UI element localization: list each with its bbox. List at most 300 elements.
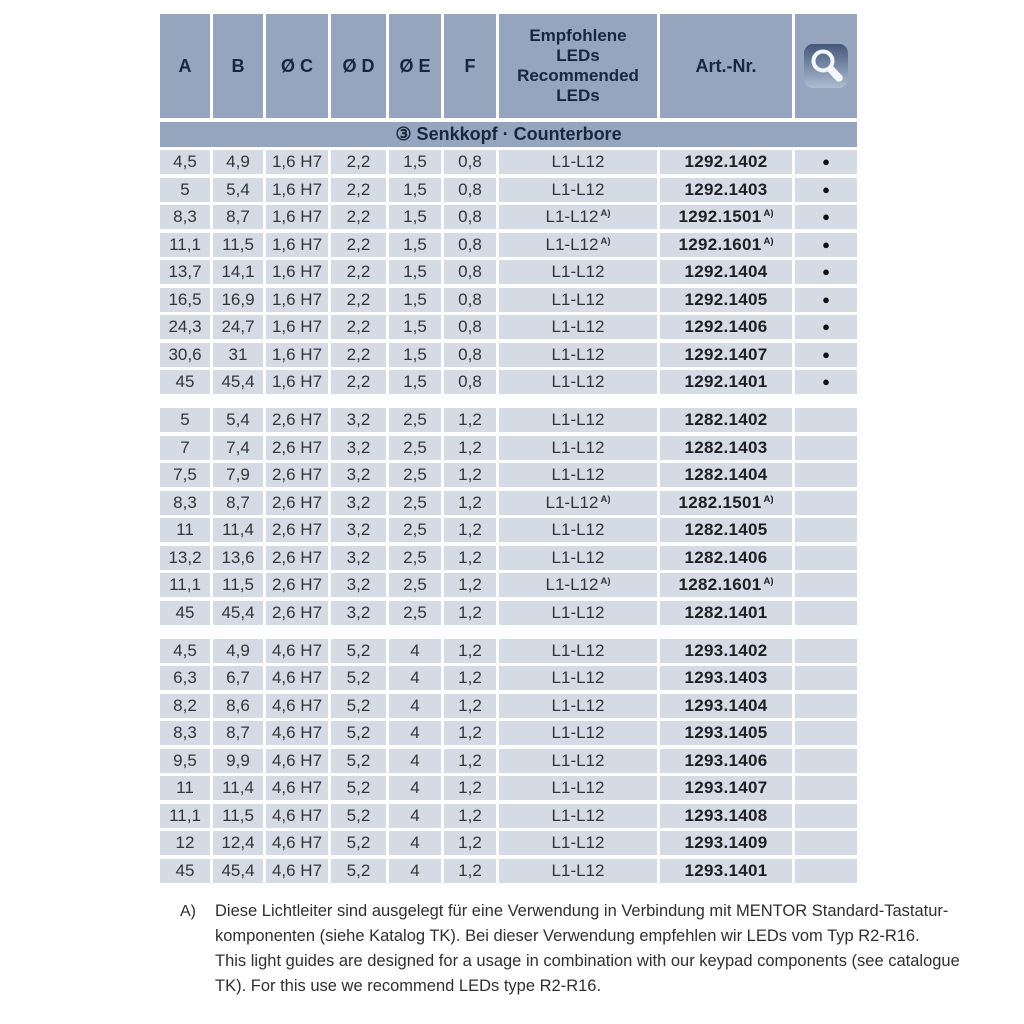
cell-b: 7,9 bbox=[213, 463, 263, 487]
cell-leds bbox=[499, 205, 657, 229]
cell-od: 5,2 bbox=[331, 859, 386, 883]
cell-oc: 4,6 H7 bbox=[266, 804, 328, 828]
cell-oe: 2,5 bbox=[389, 463, 441, 487]
section-header bbox=[160, 122, 857, 147]
cell-b: 16,9 bbox=[213, 288, 263, 312]
cell-oe: 4 bbox=[389, 694, 441, 718]
cell-od: 2,2 bbox=[331, 288, 386, 312]
cell-leds bbox=[499, 859, 657, 883]
art-nr-value: 1282.1403 bbox=[684, 437, 768, 457]
art-nr-value: 1292.1406 bbox=[684, 317, 768, 336]
cell-od: 5,2 bbox=[331, 749, 386, 773]
table-row bbox=[160, 491, 857, 515]
cell-a: 13,2 bbox=[160, 546, 210, 570]
cell-art-nr bbox=[660, 859, 792, 883]
cell-art-nr bbox=[660, 315, 792, 339]
cell-f: 1,2 bbox=[444, 463, 496, 487]
cell-od: 2,2 bbox=[331, 150, 386, 174]
cell-oc: 2,6 H7 bbox=[266, 573, 328, 597]
cell-leds bbox=[499, 601, 657, 625]
cell-availability-dot bbox=[795, 721, 857, 745]
cell-f: 0,8 bbox=[444, 205, 496, 229]
cell-art-nr bbox=[660, 491, 792, 515]
cell-oe: 1,5 bbox=[389, 150, 441, 174]
cell-f: 1,2 bbox=[444, 518, 496, 542]
cell-od: 2,2 bbox=[331, 315, 386, 339]
art-nr-value: 1293.1404 bbox=[684, 695, 768, 715]
art-nr-value: 1292.1405 bbox=[684, 289, 768, 309]
art-nr-value: 1282.1402 bbox=[684, 410, 768, 429]
cell-oc: 2,6 H7 bbox=[266, 491, 328, 515]
cell-od: 3,2 bbox=[331, 491, 386, 515]
leds-value: L1-L12 bbox=[551, 152, 605, 171]
leds-value: L1-L12 bbox=[551, 695, 605, 715]
cell-availability-dot bbox=[795, 518, 857, 542]
cell-availability-dot bbox=[795, 831, 857, 855]
cell-a: 4,5 bbox=[160, 150, 210, 174]
cell-availability-dot bbox=[795, 804, 857, 828]
cell-oc: 2,6 H7 bbox=[266, 546, 328, 570]
footnote-ref-icon: A) bbox=[600, 208, 611, 219]
cell-leds bbox=[499, 639, 657, 663]
table-row bbox=[160, 601, 857, 625]
cell-a: 11,1 bbox=[160, 804, 210, 828]
cell-availability-dot bbox=[795, 546, 857, 570]
cell-oe: 1,5 bbox=[389, 178, 441, 202]
table-row bbox=[160, 518, 857, 542]
cell-availability-dot bbox=[795, 639, 857, 663]
cell-oc: 2,6 H7 bbox=[266, 436, 328, 460]
cell-b: 11,4 bbox=[213, 776, 263, 800]
cell-oc: 1,6 H7 bbox=[266, 370, 328, 394]
table-row bbox=[160, 831, 857, 855]
led-header-line: LEDs bbox=[556, 86, 600, 105]
cell-b: 9,9 bbox=[213, 749, 263, 773]
cell-oe: 4 bbox=[389, 749, 441, 773]
cell-art-nr bbox=[660, 343, 792, 367]
cell-art-nr bbox=[660, 601, 792, 625]
cell-f: 1,2 bbox=[444, 666, 496, 690]
cell-f: 1,2 bbox=[444, 408, 496, 432]
cell-a: 6,3 bbox=[160, 666, 210, 690]
leds-value: L1-L12 bbox=[551, 410, 605, 429]
cell-oe: 4 bbox=[389, 721, 441, 745]
table-row bbox=[160, 749, 857, 773]
cell-leds bbox=[499, 518, 657, 542]
art-nr-value: 1292.1601 bbox=[678, 234, 762, 254]
table-row bbox=[160, 463, 857, 487]
cell-art-nr bbox=[660, 639, 792, 663]
cell-b: 12,4 bbox=[213, 831, 263, 855]
cell-f: 1,2 bbox=[444, 694, 496, 718]
cell-availability-dot bbox=[795, 666, 857, 690]
table-row bbox=[160, 666, 857, 690]
leds-value: L1-L12 bbox=[551, 668, 605, 687]
cell-availability-dot: ● bbox=[795, 150, 857, 174]
footnote-ref-icon: A) bbox=[763, 235, 774, 247]
footnote-ref-icon: A) bbox=[763, 576, 774, 587]
table-row bbox=[160, 233, 857, 257]
cell-a: 16,5 bbox=[160, 288, 210, 312]
cell-art-nr bbox=[660, 666, 792, 690]
cell-oc: 1,6 H7 bbox=[266, 343, 328, 367]
cell-art-nr bbox=[660, 518, 792, 542]
led-header-line: LEDs bbox=[556, 46, 600, 65]
leds-value: L1-L12 bbox=[551, 860, 605, 880]
cell-availability-dot: ● bbox=[795, 233, 857, 257]
cell-art-nr bbox=[660, 776, 792, 800]
cell-f: 1,2 bbox=[444, 831, 496, 855]
table-row bbox=[160, 573, 857, 597]
table-row bbox=[160, 694, 857, 718]
art-nr-value: 1293.1407 bbox=[684, 778, 768, 797]
cell-leds bbox=[499, 233, 657, 257]
leds-value: L1-L12 bbox=[551, 179, 605, 199]
row-group-1 bbox=[160, 150, 857, 394]
cell-f: 0,8 bbox=[444, 260, 496, 284]
art-nr-value: 1292.1404 bbox=[684, 262, 768, 281]
cell-a: 8,3 bbox=[160, 491, 210, 515]
cell-oe: 1,5 bbox=[389, 315, 441, 339]
cell-od: 2,2 bbox=[331, 233, 386, 257]
leds-value: L1-L12 bbox=[551, 805, 605, 825]
cell-oe: 2,5 bbox=[389, 408, 441, 432]
table-row bbox=[160, 150, 857, 174]
cell-art-nr bbox=[660, 436, 792, 460]
row-group-3 bbox=[160, 639, 857, 883]
cell-art-nr bbox=[660, 573, 792, 597]
footnote-marker: A) bbox=[180, 902, 196, 920]
cell-a: 24,3 bbox=[160, 315, 210, 339]
column-header-leds bbox=[499, 14, 657, 118]
cell-oe: 1,5 bbox=[389, 288, 441, 312]
cell-od: 2,2 bbox=[331, 260, 386, 284]
cell-availability-dot: ● bbox=[795, 178, 857, 202]
cell-f: 1,2 bbox=[444, 436, 496, 460]
cell-f: 0,8 bbox=[444, 288, 496, 312]
column-header-zoom bbox=[795, 14, 857, 118]
cell-f: 0,8 bbox=[444, 343, 496, 367]
art-nr-value: 1293.1408 bbox=[684, 805, 768, 825]
cell-f: 1,2 bbox=[444, 749, 496, 773]
cell-availability-dot: ● bbox=[795, 315, 857, 339]
leds-value: L1-L12 bbox=[551, 778, 605, 797]
art-nr-value: 1293.1409 bbox=[684, 833, 768, 852]
cell-oc: 2,6 H7 bbox=[266, 601, 328, 625]
cell-od: 3,2 bbox=[331, 601, 386, 625]
art-nr-value: 1282.1405 bbox=[684, 520, 768, 539]
cell-od: 2,2 bbox=[331, 178, 386, 202]
art-nr-value: 1292.1402 bbox=[684, 152, 768, 171]
leds-value: L1-L12 bbox=[545, 234, 599, 254]
cell-leds bbox=[499, 749, 657, 773]
leds-value: L1-L12 bbox=[551, 833, 605, 852]
magnifier-button[interactable] bbox=[803, 43, 849, 89]
cell-od: 5,2 bbox=[331, 639, 386, 663]
cell-oe: 4 bbox=[389, 804, 441, 828]
table-row bbox=[160, 639, 857, 663]
cell-od: 3,2 bbox=[331, 436, 386, 460]
cell-oe: 4 bbox=[389, 666, 441, 690]
cell-od: 5,2 bbox=[331, 694, 386, 718]
section-title: ③ Senkkopf · Counterbore bbox=[395, 124, 622, 144]
cell-oc: 1,6 H7 bbox=[266, 150, 328, 174]
footnote-ref-icon: A) bbox=[600, 235, 611, 247]
cell-a: 5 bbox=[160, 408, 210, 432]
cell-f: 0,8 bbox=[444, 370, 496, 394]
cell-oe: 2,5 bbox=[389, 436, 441, 460]
cell-a: 12 bbox=[160, 831, 210, 855]
cell-leds bbox=[499, 776, 657, 800]
cell-a: 7 bbox=[160, 436, 210, 460]
cell-f: 1,2 bbox=[444, 639, 496, 663]
cell-f: 1,2 bbox=[444, 804, 496, 828]
table-row bbox=[160, 859, 857, 883]
cell-od: 2,2 bbox=[331, 370, 386, 394]
cell-b: 45,4 bbox=[213, 370, 263, 394]
cell-oc: 2,6 H7 bbox=[266, 518, 328, 542]
art-nr-value: 1293.1405 bbox=[684, 723, 768, 742]
footnote-line-de-2: komponenten (siehe Katalog TK). Bei dieser Verwendung empfehlen wir LEDs vom Typ R2-R16. bbox=[215, 926, 920, 945]
cell-oe: 4 bbox=[389, 776, 441, 800]
cell-b: 31 bbox=[213, 343, 263, 367]
cell-art-nr bbox=[660, 694, 792, 718]
footnote bbox=[180, 899, 1024, 999]
footnote-ref-icon: A) bbox=[600, 576, 611, 587]
cell-oe: 1,5 bbox=[389, 370, 441, 394]
cell-oc: 4,6 H7 bbox=[266, 694, 328, 718]
cell-leds bbox=[499, 463, 657, 487]
cell-a: 45 bbox=[160, 859, 210, 883]
cell-a: 13,7 bbox=[160, 260, 210, 284]
cell-od: 3,2 bbox=[331, 408, 386, 432]
cell-oe: 2,5 bbox=[389, 491, 441, 515]
dimension-table bbox=[160, 14, 857, 883]
cell-oc: 1,6 H7 bbox=[266, 288, 328, 312]
cell-f: 0,8 bbox=[444, 178, 496, 202]
table-row bbox=[160, 721, 857, 745]
cell-availability-dot: ● bbox=[795, 288, 857, 312]
cell-a: 8,2 bbox=[160, 694, 210, 718]
cell-art-nr bbox=[660, 150, 792, 174]
column-header-b: B bbox=[213, 14, 263, 118]
cell-a: 45 bbox=[160, 370, 210, 394]
cell-oe: 2,5 bbox=[389, 518, 441, 542]
cell-od: 3,2 bbox=[331, 518, 386, 542]
leds-value: L1-L12 bbox=[551, 602, 605, 622]
cell-availability-dot bbox=[795, 601, 857, 625]
footnote-line-en-1: This light guides are designed for a usage in combination with our keypad components (see catalogue bbox=[215, 951, 960, 970]
leds-value: L1-L12 bbox=[551, 520, 605, 539]
table-row bbox=[160, 546, 857, 570]
leds-value: L1-L12 bbox=[545, 207, 599, 226]
cell-leds bbox=[499, 370, 657, 394]
cell-a: 11 bbox=[160, 518, 210, 542]
cell-f: 1,2 bbox=[444, 776, 496, 800]
art-nr-value: 1282.1404 bbox=[684, 465, 768, 484]
cell-leds bbox=[499, 288, 657, 312]
leds-value: L1-L12 bbox=[551, 317, 605, 336]
cell-oc: 1,6 H7 bbox=[266, 315, 328, 339]
cell-od: 2,2 bbox=[331, 343, 386, 367]
cell-leds bbox=[499, 178, 657, 202]
cell-leds bbox=[499, 804, 657, 828]
cell-od: 5,2 bbox=[331, 721, 386, 745]
cell-a: 8,3 bbox=[160, 721, 210, 745]
cell-availability-dot bbox=[795, 573, 857, 597]
cell-b: 45,4 bbox=[213, 601, 263, 625]
column-header-oe: Ø E bbox=[389, 14, 441, 118]
cell-a: 5 bbox=[160, 178, 210, 202]
cell-leds bbox=[499, 150, 657, 174]
column-header-od: Ø D bbox=[331, 14, 386, 118]
cell-f: 1,2 bbox=[444, 859, 496, 883]
cell-od: 5,2 bbox=[331, 804, 386, 828]
leds-value: L1-L12 bbox=[551, 289, 605, 309]
footnote-ref-icon: A) bbox=[763, 493, 774, 505]
cell-a: 11,1 bbox=[160, 573, 210, 597]
leds-value: L1-L12 bbox=[551, 344, 605, 364]
cell-art-nr bbox=[660, 721, 792, 745]
cell-leds bbox=[499, 694, 657, 718]
cell-a: 30,6 bbox=[160, 343, 210, 367]
cell-b: 8,7 bbox=[213, 721, 263, 745]
cell-leds bbox=[499, 666, 657, 690]
art-nr-value: 1292.1403 bbox=[684, 179, 768, 199]
cell-f: 0,8 bbox=[444, 315, 496, 339]
cell-leds bbox=[499, 573, 657, 597]
cell-oe: 2,5 bbox=[389, 546, 441, 570]
cell-leds bbox=[499, 491, 657, 515]
art-nr-value: 1293.1402 bbox=[684, 640, 768, 660]
cell-f: 1,2 bbox=[444, 601, 496, 625]
cell-f: 1,2 bbox=[444, 491, 496, 515]
cell-od: 5,2 bbox=[331, 831, 386, 855]
art-nr-value: 1282.1401 bbox=[684, 602, 768, 622]
column-header-art-nr: Art.-Nr. bbox=[660, 14, 792, 118]
cell-b: 11,4 bbox=[213, 518, 263, 542]
art-nr-value: 1292.1401 bbox=[684, 372, 768, 391]
cell-f: 1,2 bbox=[444, 721, 496, 745]
cell-availability-dot bbox=[795, 694, 857, 718]
leds-value: L1-L12 bbox=[551, 640, 605, 660]
cell-leds bbox=[499, 546, 657, 570]
table-header-row bbox=[160, 14, 857, 118]
cell-od: 5,2 bbox=[331, 666, 386, 690]
cell-b: 13,6 bbox=[213, 546, 263, 570]
column-header-oc: Ø C bbox=[266, 14, 328, 118]
cell-b: 45,4 bbox=[213, 859, 263, 883]
cell-art-nr bbox=[660, 804, 792, 828]
cell-art-nr bbox=[660, 205, 792, 229]
footnote-text bbox=[215, 899, 960, 999]
cell-a: 9,5 bbox=[160, 749, 210, 773]
cell-oe: 4 bbox=[389, 831, 441, 855]
art-nr-value: 1282.1601 bbox=[678, 575, 762, 594]
cell-art-nr bbox=[660, 831, 792, 855]
cell-f: 0,8 bbox=[444, 233, 496, 257]
table-row bbox=[160, 260, 857, 284]
footnote-line-de-1: Diese Lichtleiter sind ausgelegt für eine Verwendung in Verbindung mit MENTOR Standard-Tastatur- bbox=[215, 901, 949, 920]
cell-a: 11 bbox=[160, 776, 210, 800]
cell-oc: 4,6 H7 bbox=[266, 666, 328, 690]
cell-availability-dot bbox=[795, 749, 857, 773]
cell-b: 5,4 bbox=[213, 408, 263, 432]
cell-oe: 1,5 bbox=[389, 233, 441, 257]
cell-oc: 1,6 H7 bbox=[266, 260, 328, 284]
cell-oe: 1,5 bbox=[389, 260, 441, 284]
art-nr-value: 1293.1403 bbox=[684, 668, 768, 687]
cell-oc: 2,6 H7 bbox=[266, 408, 328, 432]
leds-value: L1-L12 bbox=[551, 372, 605, 391]
table-row bbox=[160, 178, 857, 202]
art-nr-value: 1282.1501 bbox=[678, 492, 762, 512]
row-group-2 bbox=[160, 408, 857, 625]
cell-leds bbox=[499, 343, 657, 367]
cell-leds bbox=[499, 315, 657, 339]
cell-art-nr bbox=[660, 370, 792, 394]
cell-b: 6,7 bbox=[213, 666, 263, 690]
column-header-f: F bbox=[444, 14, 496, 118]
cell-leds bbox=[499, 408, 657, 432]
cell-oe: 1,5 bbox=[389, 343, 441, 367]
table-row bbox=[160, 408, 857, 432]
footnote-ref-icon: A) bbox=[600, 493, 611, 505]
cell-art-nr bbox=[660, 288, 792, 312]
cell-oc: 1,6 H7 bbox=[266, 205, 328, 229]
art-nr-value: 1292.1407 bbox=[684, 344, 768, 364]
cell-f: 1,2 bbox=[444, 573, 496, 597]
magnifier-icon bbox=[803, 77, 849, 92]
cell-b: 11,5 bbox=[213, 233, 263, 257]
cell-b: 4,9 bbox=[213, 150, 263, 174]
cell-b: 4,9 bbox=[213, 639, 263, 663]
art-nr-value: 1292.1501 bbox=[678, 207, 762, 226]
leds-value: L1-L12 bbox=[545, 575, 599, 594]
cell-availability-dot: ● bbox=[795, 370, 857, 394]
table-row bbox=[160, 804, 857, 828]
cell-availability-dot bbox=[795, 859, 857, 883]
cell-availability-dot bbox=[795, 491, 857, 515]
cell-leds bbox=[499, 721, 657, 745]
footnote-ref-icon: A) bbox=[763, 208, 774, 219]
cell-od: 3,2 bbox=[331, 546, 386, 570]
leds-value: L1-L12 bbox=[551, 723, 605, 742]
cell-a: 45 bbox=[160, 601, 210, 625]
leds-value: L1-L12 bbox=[551, 547, 605, 567]
art-nr-value: 1282.1406 bbox=[684, 547, 768, 567]
cell-art-nr bbox=[660, 178, 792, 202]
cell-oc: 2,6 H7 bbox=[266, 463, 328, 487]
cell-od: 3,2 bbox=[331, 463, 386, 487]
table-body bbox=[160, 150, 857, 883]
table-row bbox=[160, 436, 857, 460]
cell-b: 8,7 bbox=[213, 205, 263, 229]
leds-value: L1-L12 bbox=[551, 750, 605, 770]
cell-a: 7,5 bbox=[160, 463, 210, 487]
cell-a: 8,3 bbox=[160, 205, 210, 229]
cell-availability-dot bbox=[795, 776, 857, 800]
art-nr-value: 1293.1401 bbox=[684, 860, 768, 880]
cell-leds bbox=[499, 436, 657, 460]
cell-oc: 4,6 H7 bbox=[266, 776, 328, 800]
cell-oe: 1,5 bbox=[389, 205, 441, 229]
leds-value: L1-L12 bbox=[551, 437, 605, 457]
cell-art-nr bbox=[660, 749, 792, 773]
cell-a: 11,1 bbox=[160, 233, 210, 257]
cell-availability-dot: ● bbox=[795, 260, 857, 284]
column-header-a: A bbox=[160, 14, 210, 118]
